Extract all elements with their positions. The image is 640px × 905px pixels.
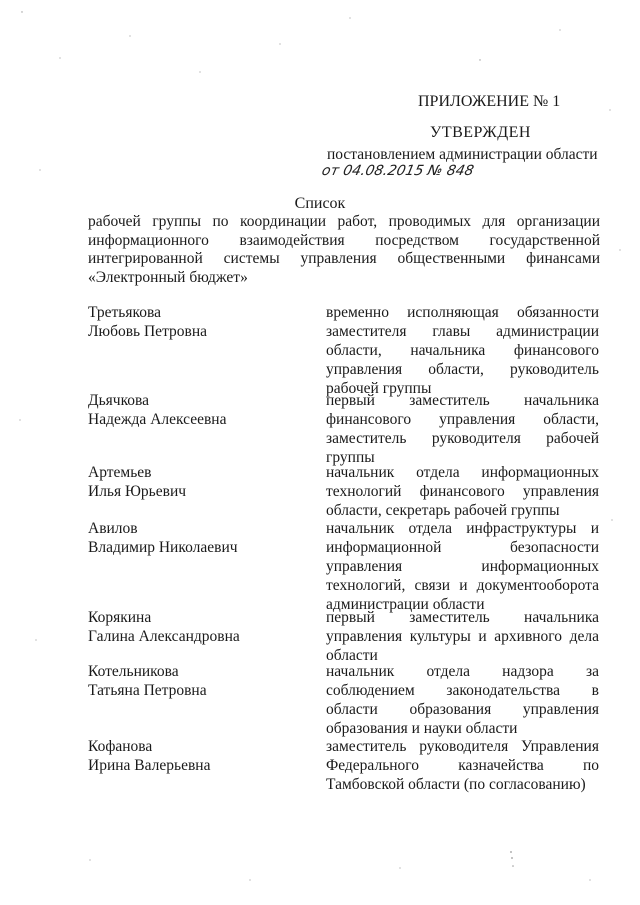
- member-surname: Котельникова: [88, 663, 179, 680]
- member-name: [88, 391, 308, 429]
- member-given-names: Галина Александровна: [88, 628, 240, 645]
- member-name: [88, 519, 308, 557]
- member-name: [88, 303, 308, 341]
- member-name: [88, 608, 308, 646]
- member-surname: Третьякова: [88, 304, 161, 321]
- member-surname: Корякина: [88, 609, 152, 626]
- list-title: Список: [294, 195, 346, 212]
- member-given-names: Любовь Петровна: [88, 323, 208, 340]
- decree-line: постановлением администрации области: [327, 146, 598, 163]
- member-position: первый заместитель начальника финансового управления области, заместитель руководителя рабочей группы: [326, 392, 599, 466]
- member-name: [88, 463, 308, 501]
- member-given-names: Владимир Николаевич: [88, 539, 238, 556]
- member-given-names: Ирина Валерьевна: [88, 757, 211, 774]
- member-surname: Кофанова: [88, 738, 153, 755]
- member-surname: Авилов: [88, 520, 138, 537]
- member-position: начальник отдела информационных технологий финансового управления области, секретарь рабочей группы: [326, 464, 599, 519]
- member-position: первый заместитель начальника управления культуры и архивного дела области: [326, 609, 599, 664]
- member-position: заместитель руководителя Управления Федерального казначейства по Тамбовской области (по согласованию): [326, 738, 599, 793]
- member-name: [88, 662, 308, 700]
- member-name: [88, 737, 308, 775]
- member-given-names: Татьяна Петровна: [88, 682, 207, 699]
- member-surname: Дьячкова: [88, 392, 150, 409]
- approved-stamp: УТВЕРЖДЕН: [430, 124, 531, 141]
- member-position: временно исполняющая обязанности заместителя главы администрации области, начальника финансового управления области, руководитель рабочей группы: [326, 304, 599, 397]
- member-given-names: Илья Юрьевич: [88, 483, 187, 500]
- member-position: начальник отдела надзора за соблюдением законодательства в области образования управления образования и науки области: [326, 663, 599, 737]
- member-given-names: Надежда Алексеевна: [88, 411, 227, 428]
- member-surname: Артемьев: [88, 464, 152, 481]
- list-subtitle: рабочей группы по координации работ, проводимых для организации информационного взаимодействия посредством государственной интегрированной системы управления общественными финансами «Электронный бюджет»: [88, 213, 600, 286]
- appendix-heading: ПРИЛОЖЕНИЕ № 1: [418, 93, 561, 110]
- handwritten-date-number: от 04.08.2015 № 848: [320, 163, 476, 179]
- member-position: начальник отдела инфраструктуры и информационной безопасности управления информационных технологий, связи и документооборота администрации области: [326, 520, 599, 613]
